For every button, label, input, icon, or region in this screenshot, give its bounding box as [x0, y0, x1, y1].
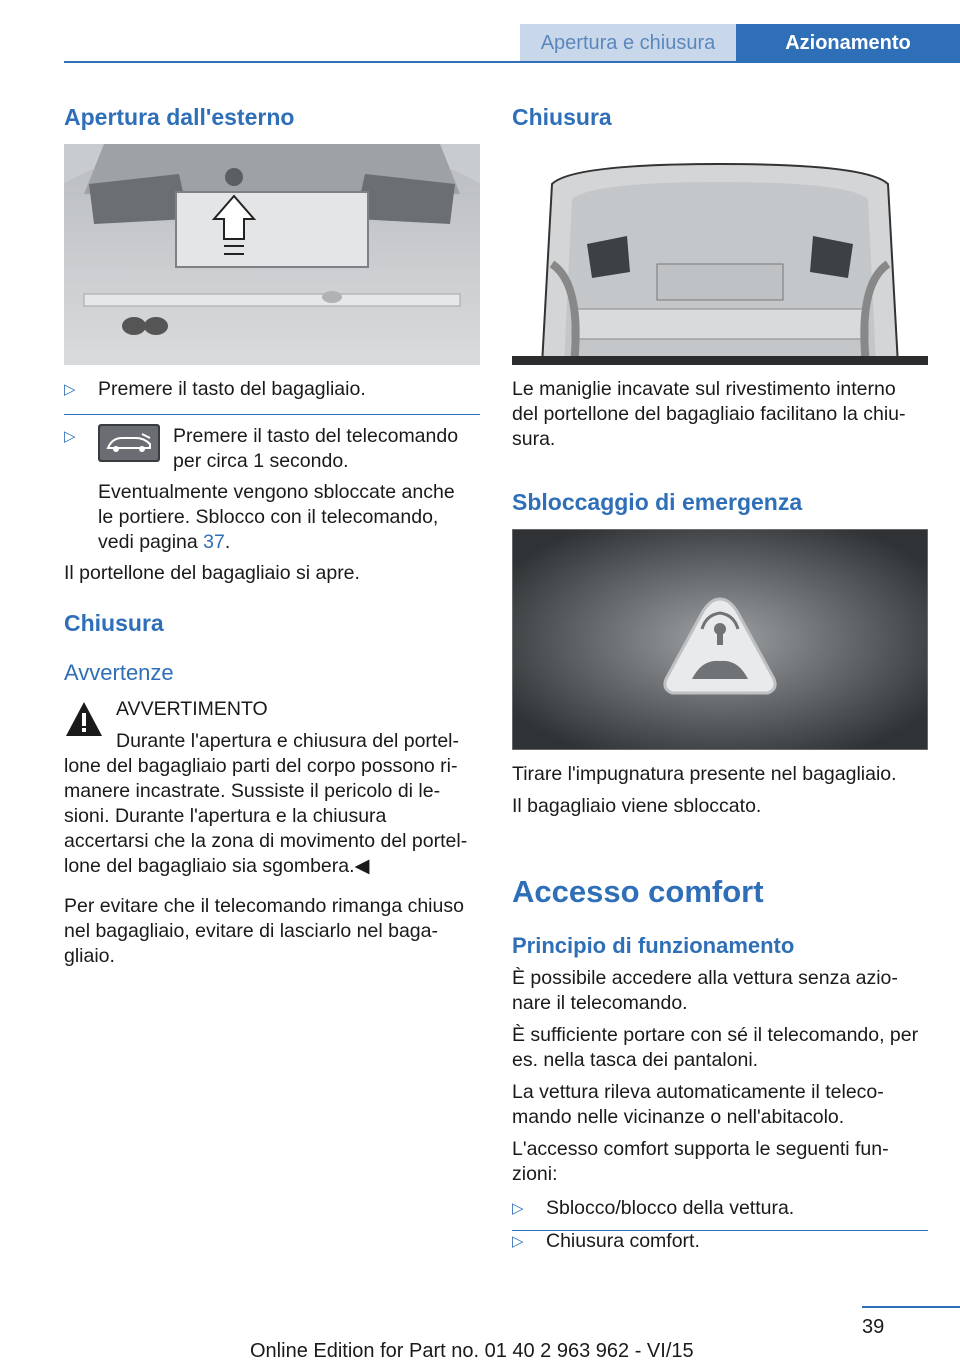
bullet-text: Premere il tasto del telecomando	[173, 425, 459, 447]
trunk-lid-interior-image	[512, 144, 928, 365]
paragraph: del portellone del bagagliaio facilitano la chiu‐	[512, 403, 906, 425]
paragraph: Le maniglie incavate sul rivestimento interno	[512, 378, 896, 400]
paragraph: nel bagagliaio, evitare di lasciarlo nel baga‐	[64, 920, 438, 942]
bullet-text: vedi pagina	[98, 531, 198, 553]
paragraph: nare il telecomando.	[512, 992, 688, 1014]
heading-operating-principle: Principio di funzionamento	[512, 933, 795, 958]
bullet-triangle-icon: ▷	[512, 1200, 524, 1217]
paragraph: Il portellone del bagagliaio si apre.	[64, 562, 360, 584]
remote-trunk-button-icon	[98, 424, 160, 462]
header-section-tab: Apertura e chiusura	[520, 24, 736, 62]
warning-text-line: lone del bagagliaio parti del corpo possono ri‐	[64, 755, 458, 777]
header-chapter-tab: Azionamento	[736, 24, 960, 62]
bullet-text: Sblocco/blocco della vettura.	[546, 1197, 795, 1219]
paragraph: È possibile accedere alla vettura senza azio‐	[512, 967, 898, 989]
paragraph: Per evitare che il telecomando rimanga chiuso	[64, 895, 464, 917]
paragraph: mando nelle vicinanze o nell'abitacolo.	[512, 1106, 845, 1128]
bullet-triangle-icon: ▷	[64, 381, 76, 398]
paragraph: es. nella tasca dei pantaloni.	[512, 1049, 759, 1071]
divider	[64, 414, 480, 415]
paragraph: L'accesso comfort supporta le seguenti fun‐	[512, 1138, 889, 1160]
warning-text-line: Durante l'apertura e chiusura del portel‐	[116, 730, 459, 752]
paragraph: È sufficiente portare con sé il telecomando, per	[512, 1024, 919, 1046]
paragraph: sura.	[512, 428, 556, 450]
bullet-text: per circa 1 secondo.	[173, 450, 349, 472]
warning-text-line: lone del bagagliaio sia sgombera.◀	[64, 855, 370, 877]
page-number: 39	[862, 1316, 885, 1338]
bullet-text: Eventualmente vengono sbloccate anche	[98, 481, 455, 503]
edition-footer: Online Edition for Part no. 01 40 2 963 962 - VI/15	[250, 1340, 694, 1362]
warning-text-line: manere incastrate. Sussiste il pericolo di le‐	[64, 780, 441, 802]
footer-rule	[862, 1306, 960, 1308]
bullet-triangle-icon: ▷	[512, 1233, 524, 1250]
heading-warnings: Avvertenze	[64, 660, 174, 685]
heading-emergency-release: Sbloccaggio di emergenza	[512, 489, 803, 515]
warning-text-line: accertarsi che la zona di movimento del portel‐	[64, 830, 468, 852]
warning-title: AVVERTIMENTO	[116, 698, 268, 720]
bullet-text: .	[224, 531, 231, 553]
bullet-text: Chiusura comfort.	[546, 1230, 700, 1252]
page-reference-link[interactable]: 37	[203, 531, 225, 553]
paragraph: Il bagagliaio viene sbloccato.	[512, 795, 762, 817]
paragraph: zioni:	[512, 1163, 558, 1185]
heading-closing-right: Chiusura	[512, 104, 612, 130]
heading-exterior-opening: Apertura dall'esterno	[64, 104, 295, 130]
bullet-text: le portiere. Sblocco con il telecomando,	[98, 506, 439, 528]
paragraph: gliaio.	[64, 945, 115, 967]
heading-closing: Chiusura	[64, 610, 164, 636]
paragraph: Tirare l'impugnatura presente nel bagagliaio.	[512, 763, 897, 785]
bullet-triangle-icon: ▷	[64, 428, 76, 445]
paragraph: La vettura rileva automaticamente il teleco‐	[512, 1081, 884, 1103]
emergency-release-handle-image	[512, 529, 928, 750]
heading-comfort-access: Accesso comfort	[512, 874, 764, 909]
rear-car-trunk-button-image	[64, 144, 480, 365]
warning-text-line: sioni. Durante l'apertura e la chiusura	[64, 805, 387, 827]
bullet-text: Premere il tasto del bagagliaio.	[98, 378, 366, 400]
warning-triangle-icon	[64, 699, 104, 739]
header-rule	[64, 61, 960, 63]
